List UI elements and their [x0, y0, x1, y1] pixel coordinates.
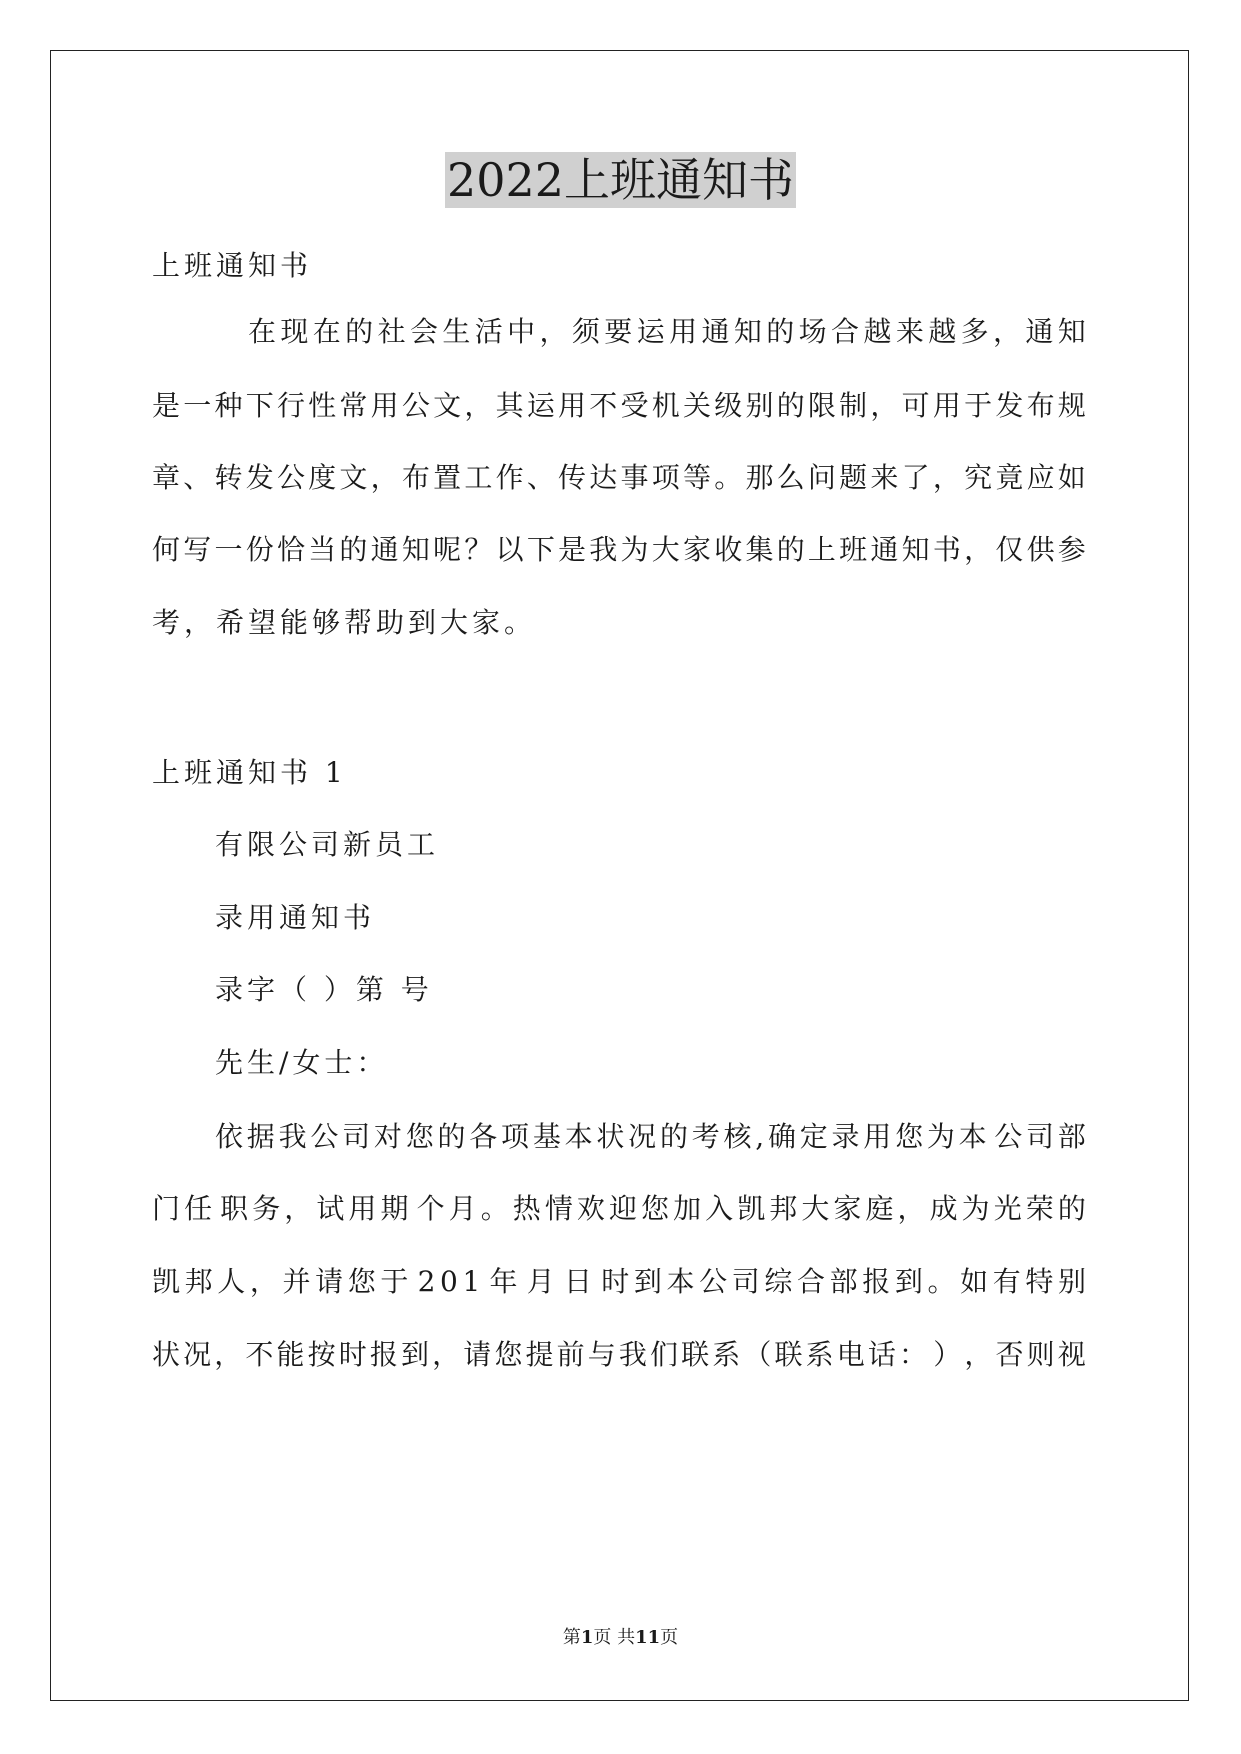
footer-suffix: 页 — [660, 1627, 679, 1648]
section-heading: 上班通知书 1 — [152, 756, 347, 789]
footer-page-number: 1 — [580, 1627, 594, 1648]
header-line-notice: 录用通知书 — [215, 901, 376, 934]
title-block — [0, 152, 1241, 208]
intro-line-3: 章 、 转 发 公 度 文 ， 布 置 工 作 、 传 达 事 项 等 。 那 么 问 题 来 了 ， 究 竟 应 如 — [152, 461, 1086, 494]
subtitle: 上班通知书 — [152, 249, 313, 282]
body-line-2: 门 任 职 务 ， 试 用 期 个 月 。 热 情 欢 迎 您 加 入 凯 邦 大 家 庭 ， 成 为 光 荣 的 — [152, 1192, 1086, 1225]
body-line-3: 凯 邦 人 ， 并 请 您 于 2 0 1 年 月 日 时 到 本 公 司 综 合 部 报 到 。 如 有 特 别 — [152, 1265, 1086, 1298]
footer-prefix: 第 — [562, 1627, 581, 1648]
page-footer — [0, 1626, 1241, 1650]
header-line-number: 录字（ ）第 号 — [215, 973, 433, 1006]
footer-total-pages: 11 — [635, 1627, 661, 1648]
intro-line-5: 考，希望能够帮助到大家。 — [152, 606, 537, 639]
intro-line-2: 是 一 种 下 行 性 常 用 公 文 ， 其 运 用 不 受 机 关 级 别 的 限 制 ， 可 用 于 发 布 规 — [152, 389, 1086, 422]
header-line-company: 有限公司新员工 — [215, 828, 440, 861]
intro-line-4: 何 写 一 份 恰 当 的 通 知 呢 ？ 以 下 是 我 为 大 家 收 集 的 上 班 通 知 书 ， 仅 供 参 — [152, 533, 1086, 566]
header-line-salutation: 先生/女士： — [215, 1046, 389, 1079]
footer-middle: 页 共 — [593, 1627, 636, 1648]
page-border — [50, 50, 1189, 1701]
intro-line-1: 在 现 在 的 社 会 生 活 中 ， 须 要 运 用 通 知 的 场 合 越 来 越 多 ， 通 知 — [248, 315, 1086, 348]
body-line-1: 依 据 我 公 司 对 您 的 各 项 基 本 状 况 的 考 核 , 确 定 录 用 您 为 本 公 司 部 — [215, 1120, 1086, 1153]
body-line-4: 状 况 ， 不 能 按 时 报 到 ， 请 您 提 前 与 我 们 联 系 （ 联 系 电 话 ： ） ， 否 则 视 — [152, 1338, 1086, 1371]
document-title: 2022上班通知书 — [446, 153, 795, 207]
